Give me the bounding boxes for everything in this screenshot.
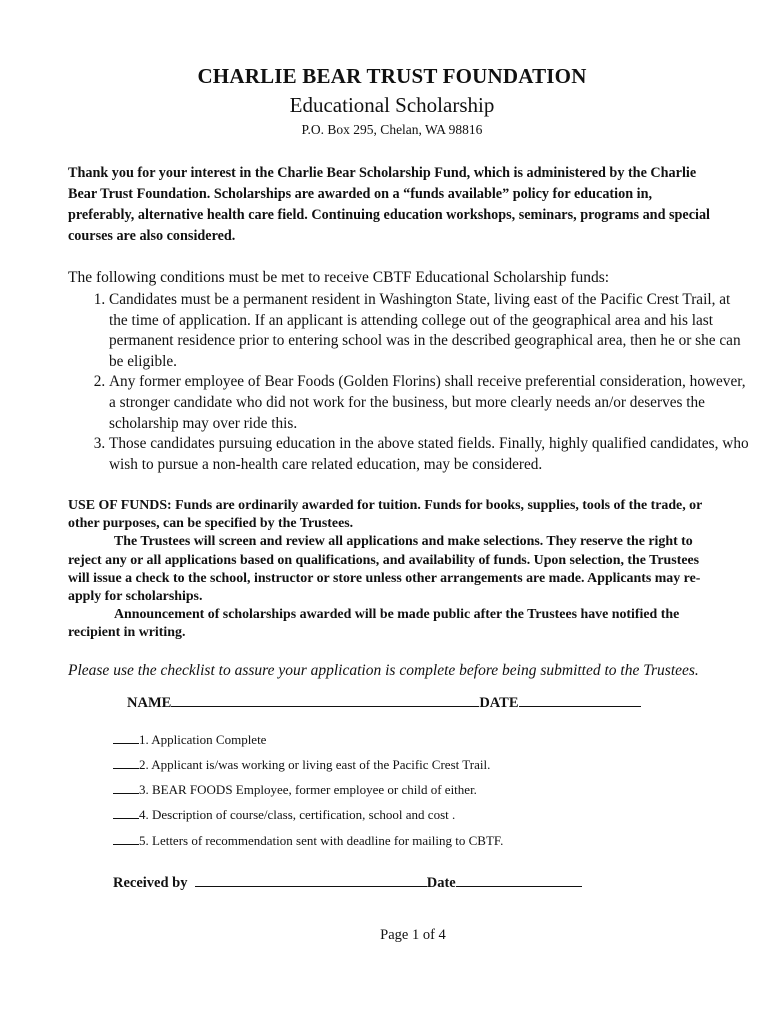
announcement-paragraph <box>68 606 718 642</box>
checklist-item <box>113 756 490 773</box>
use-of-funds-section <box>68 497 718 643</box>
checklist-item-label: 1. Application Complete <box>139 732 267 747</box>
intro-paragraph: Thank you for your interest in the Charlie Bear Scholarship Fund, which is administered by the Charlie Bear Trust Foundation. Scholarships are awarded on a “funds available” policy for education in, preferably, alternative health care field. Continuing education workshops, seminars, programs and special courses are also considered. <box>68 165 710 244</box>
checkbox-blank[interactable] <box>113 806 139 819</box>
condition-item: 1. Candidates must be a permanent resident in Washington State, living east of the Pacific Crest Trail, at the time of application. If an applicant is attending college out of the geographical area and his last permanent residence prior to entering school was in the described geographical area, then he or she can be eligible. <box>109 290 749 372</box>
name-date-line <box>127 692 641 712</box>
name-label: NAME <box>127 695 172 711</box>
checklist-item-label: 5. Letters of recommendation sent with deadline for mailing to CBTF. <box>139 833 504 848</box>
mailing-address: P.O. Box 295, Chelan, WA 98816 <box>301 122 483 137</box>
checkbox-blank[interactable] <box>113 832 139 845</box>
checklist-item <box>113 781 477 798</box>
received-by-field[interactable] <box>195 872 427 887</box>
condition-item: 3. Those candidates pursuing education in the above stated fields. Finally, highly qualified candidates, who wish to pursue a non-health care related education, may be considered. <box>109 434 749 475</box>
condition-item: 2. Any former employee of Bear Foods (Golden Florins) shall receive preferential consideration, however, a stronger candidate who did not work for the business, but more clearly needs an/or deserves the scholarship may over ride this. <box>109 372 749 434</box>
checklist-item <box>113 731 266 748</box>
screening-paragraph <box>68 533 718 606</box>
checklist-item-label: 3. BEAR FOODS Employee, former employee or child of either. <box>139 782 477 797</box>
checklist-item <box>113 832 503 849</box>
announcement-text: Announcement of scholarships awarded will be made public after the Trustees have notified the recipient in writing. <box>68 607 680 641</box>
checklist-instructions: Please use the checklist to assure your application is complete before being submitted to the Trustees. <box>68 662 699 679</box>
received-by-line <box>113 872 582 892</box>
checkbox-blank[interactable] <box>113 731 139 744</box>
checklist-item-label: 4. Description of course/class, certification, school and cost . <box>139 807 456 822</box>
checkbox-blank[interactable] <box>113 756 139 769</box>
received-by-label: Received by <box>113 875 188 891</box>
foundation-title: CHARLIE BEAR TRUST FOUNDATION <box>197 64 587 88</box>
use-of-funds-paragraph: USE OF FUNDS: Funds are ordinarily awarded for tuition. Funds for books, supplies, tools of the trade, or other purposes, can be specified by the Trustees. <box>68 498 703 532</box>
conditions-list <box>68 290 749 475</box>
checklist-item-label: 2. Applicant is/was working or living east of the Pacific Crest Trail. <box>139 757 491 772</box>
conditions-lead: The following conditions must be met to receive CBTF Educational Scholarship funds: <box>68 269 610 286</box>
received-date-label: Date <box>426 875 456 891</box>
date-field[interactable] <box>519 692 641 707</box>
received-date-field[interactable] <box>456 872 582 887</box>
page-number: Page 1 of 4 <box>380 927 446 943</box>
date-label: DATE <box>479 695 519 711</box>
name-field[interactable] <box>171 692 479 707</box>
checkbox-blank[interactable] <box>113 781 139 794</box>
screening-text: The Trustees will screen and review all applications and make selections. They reserve the right to reject any or all applications based on qualifications, and availability of funds. Upon selection, the Trustees will issue a check to the school, instructor or store unless other arrangements are made. Applicants may re-apply for scholarships. <box>68 534 701 605</box>
checklist-item <box>113 806 455 823</box>
document-subtitle: Educational Scholarship <box>289 93 495 117</box>
